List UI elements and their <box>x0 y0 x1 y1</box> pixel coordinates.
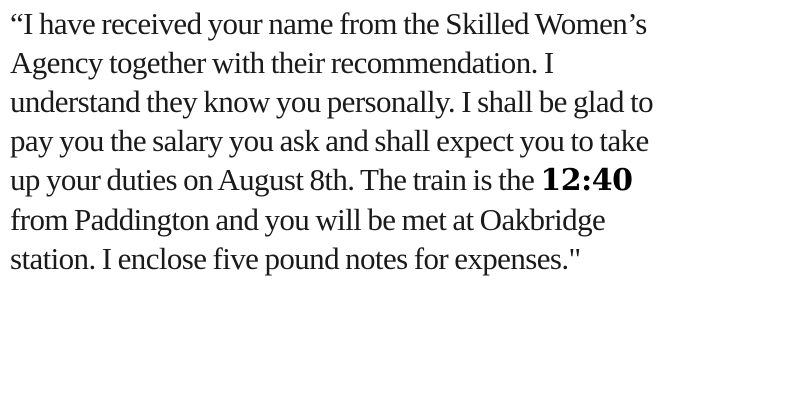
passage-line-7: station. I enclose five pound notes for expenses." <box>10 241 581 276</box>
passage-line-5 <box>10 160 788 200</box>
letter-passage <box>10 4 788 278</box>
passage-line-3: understand they know you personally. I shall be glad to <box>10 84 654 119</box>
passage-line-4: pay you the salary you ask and shall expect you to take <box>10 123 649 158</box>
passage-line-2: Agency together with their recommendation. I <box>10 45 554 80</box>
passage-line-6: from Paddington and you will be met at Oakbridge <box>10 202 606 237</box>
passage-line-5-text: up your duties on August 8th. The train is the <box>10 162 541 197</box>
train-time-emphasis: 12:40 <box>540 163 633 198</box>
passage-line-1: “I have received your name from the Skilled Women’s <box>10 6 647 41</box>
